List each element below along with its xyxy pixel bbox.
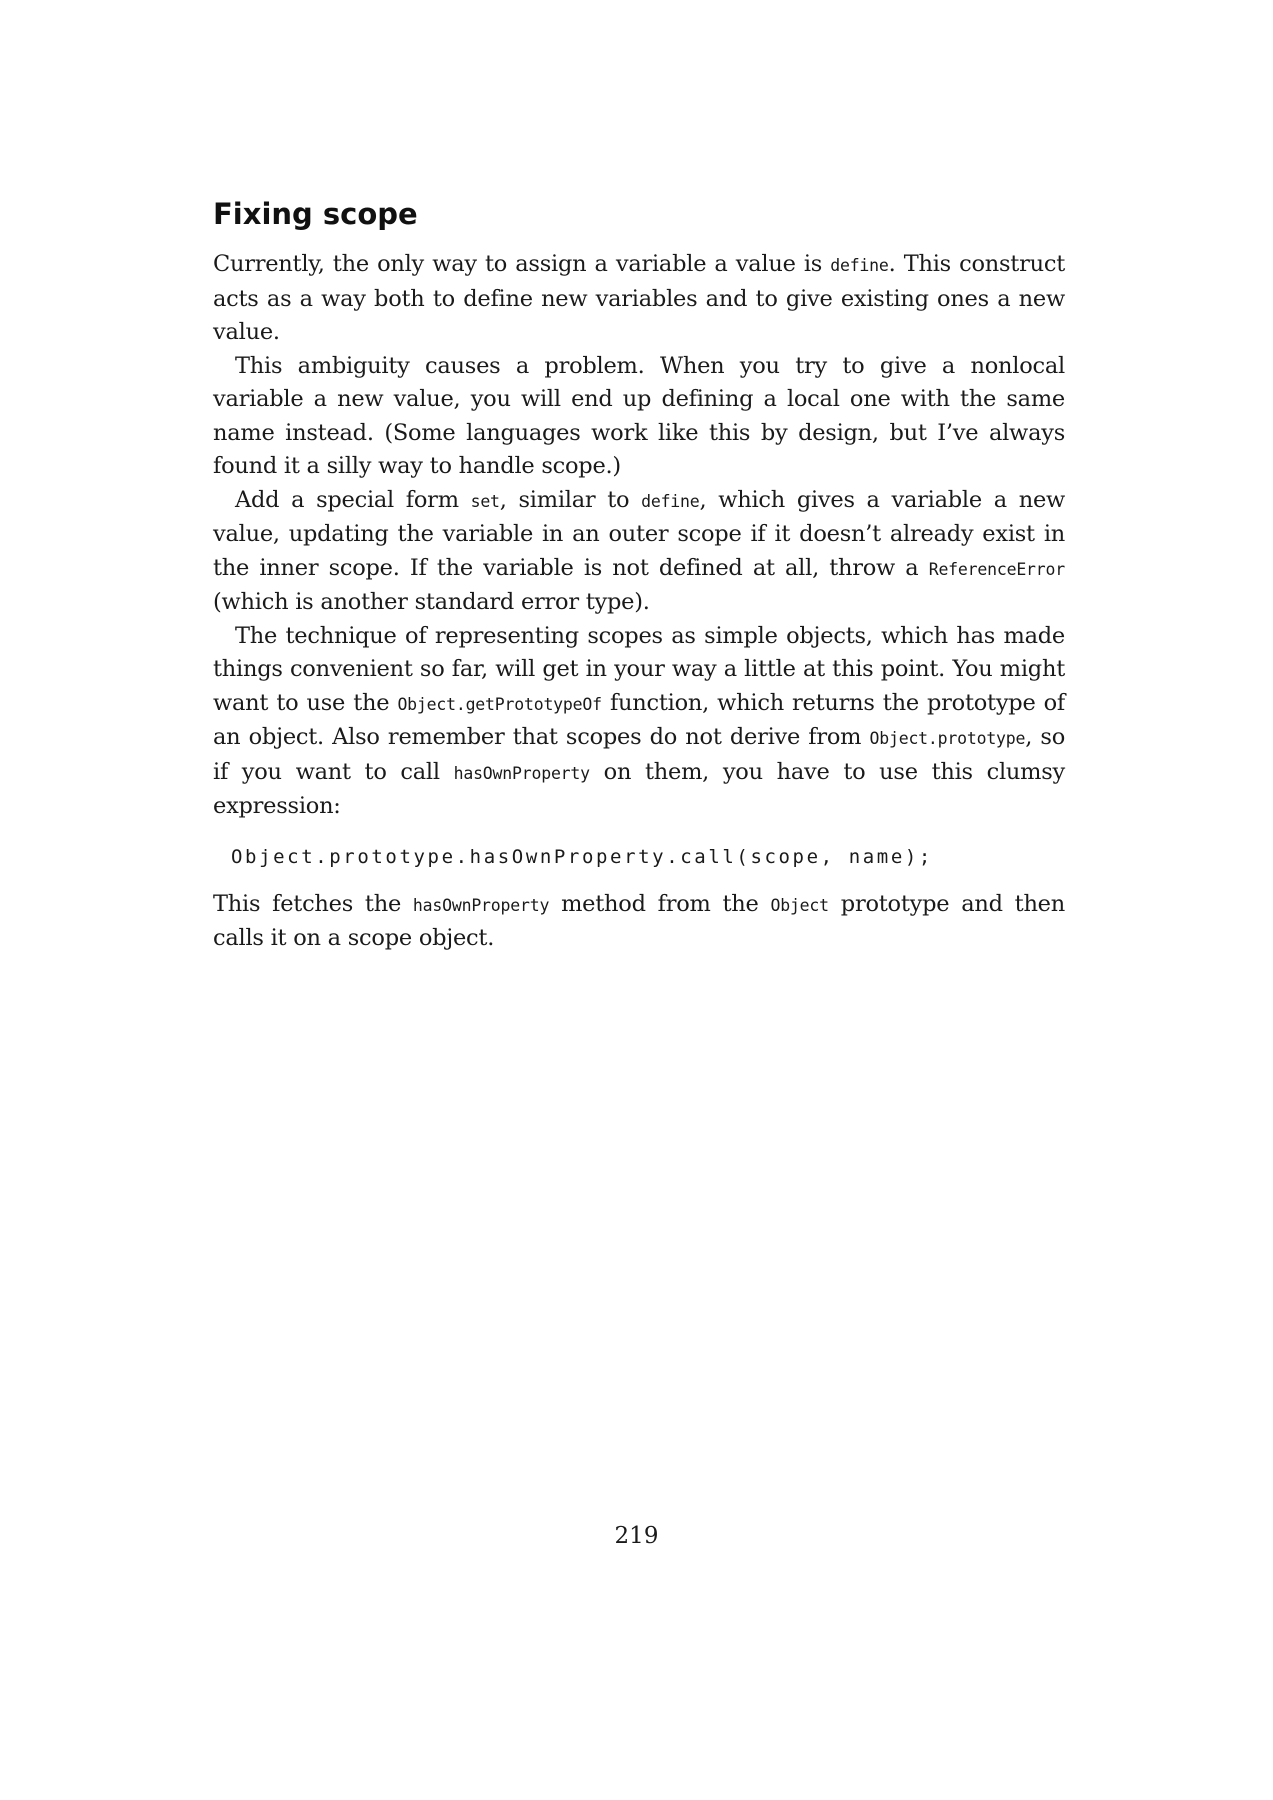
- inline-code-set: set: [470, 491, 500, 511]
- section-heading: Fixing scope: [213, 197, 418, 231]
- inline-code-define: define: [641, 491, 700, 511]
- inline-code-getprototypeof: Object.getPrototypeOf: [397, 694, 602, 714]
- inline-code-object-prototype: Object.prototype: [869, 729, 1026, 748]
- code-block: Object.prototype.hasOwnProperty.call(scope, name);: [231, 845, 933, 868]
- inline-code-define: define: [830, 256, 889, 275]
- paragraph-3: [213, 484, 1065, 620]
- inline-code-hasownproperty: hasOwnProperty: [453, 763, 590, 783]
- paragraph-2-text-1: This ambiguity causes a problem. When you try to give a nonlocal variable a new value, you will end up defining a local one with the same name instead. (Some languages work like this by design, but I’ve always found it a silly way to handle scope.): [213, 352, 1065, 479]
- page-number: 219: [614, 1523, 659, 1549]
- page-content: [213, 196, 1065, 956]
- paragraph-4-text-1: The technique of representing scopes as simple objects, which has made things convenient so far, will get in your way a little at this point. You might want to use the: [213, 622, 1065, 716]
- paragraph-3-text-3: , which gives a variable a new value, updating the variable in an outer scope if it doesn’t already exist in the inner scope. If the variable is not defined at all, throw a: [213, 486, 1066, 581]
- paragraph-2: [213, 350, 1065, 484]
- paragraph-5-text-3: prototype and then calls it on a scope object.: [213, 890, 1065, 951]
- paragraph-4-text-4: on them, you have to use this clumsy expression:: [213, 758, 1065, 819]
- paragraph-5: [213, 888, 1065, 956]
- paragraph-3-text-1: Add a special form: [235, 486, 471, 513]
- paragraph-1-text-1: Currently, the only way to assign a variable a value is: [213, 251, 831, 277]
- paragraph-1-text-2: . This construct acts as a way both to define new variables and to give existing ones a new value.: [213, 251, 1065, 345]
- paragraph-5-text-2: method from the: [549, 890, 771, 917]
- paragraph-1: [213, 248, 1065, 350]
- paragraph-3-text-4: (which is another standard error type).: [213, 589, 650, 615]
- inline-code-referenceerror: ReferenceError: [928, 559, 1065, 579]
- paragraph-4-text-3: , so if you want to call: [213, 724, 1065, 785]
- inline-code-hasownproperty: hasOwnProperty: [412, 895, 550, 915]
- paragraph-3-text-2: , similar to: [499, 486, 642, 513]
- inline-code-object: Object: [770, 895, 829, 915]
- paragraph-5-text-1: This fetches the: [213, 890, 413, 917]
- paragraph-4-text-2: function, which returns the prototype of an object. Also remember that scopes do not derive from: [213, 689, 1066, 750]
- paragraph-4: [213, 620, 1065, 824]
